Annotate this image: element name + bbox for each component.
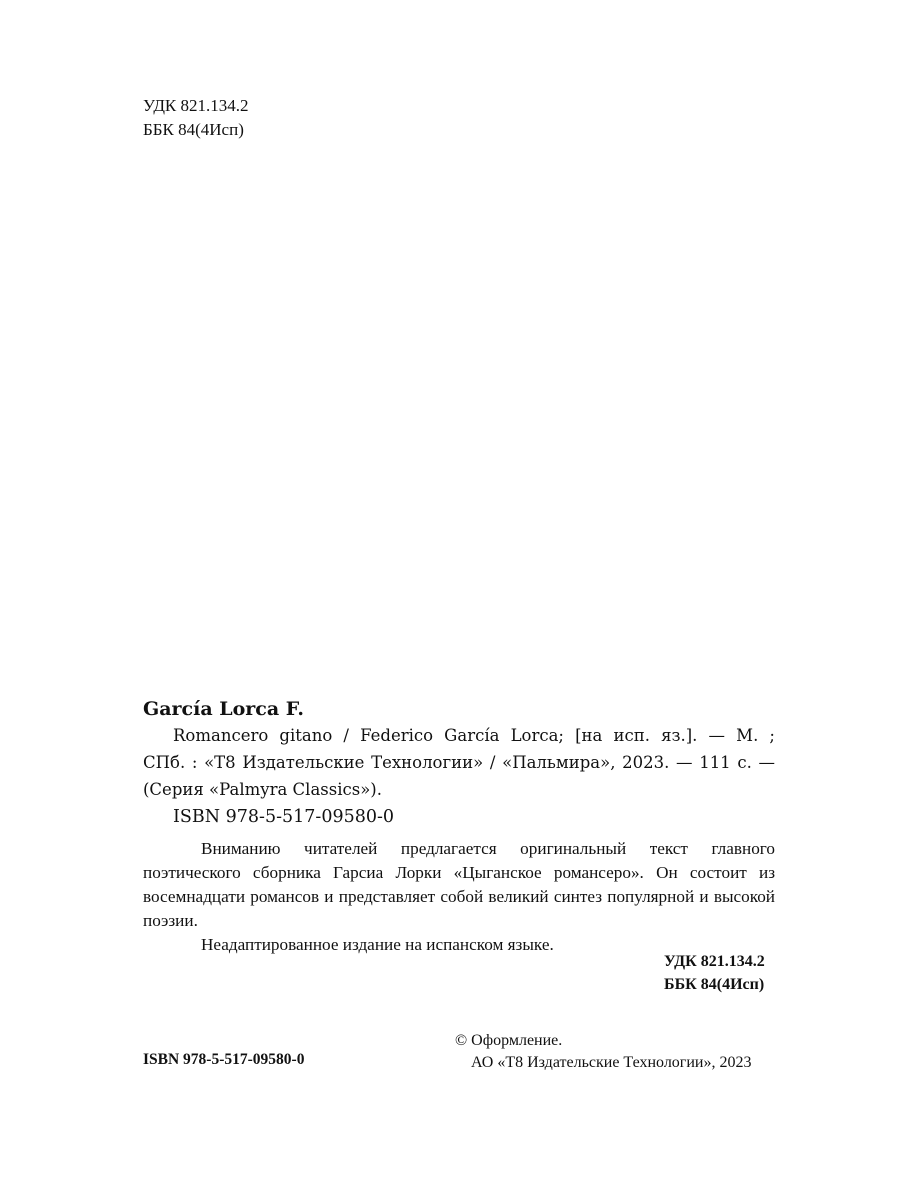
description-line: (Серия «Palmyra Classics»). (143, 780, 382, 799)
copyright-publisher: АО «Т8 Издательские Технологии», 2023 (471, 1054, 752, 1071)
udk-code-bold: УДК 821.134.2 (664, 953, 765, 970)
description-line: СПб. : «Т8 Издательские Технологии» / «Пальмира», 2023. — 111 с. — (143, 753, 775, 772)
bottom-classification-codes (664, 950, 765, 996)
isbn: ISBN 978-5-517-09580-0 (173, 807, 395, 827)
bibliographic-description (143, 722, 775, 803)
footer-isbn: ISBN 978-5-517-09580-0 (143, 1051, 305, 1068)
udk-code: УДК 821.134.2 (143, 96, 249, 115)
copyright-notice (455, 1030, 752, 1074)
annotation-paragraph: Вниманию читателей предлагается оригинальный текст главного поэтического сборника Гарсиа Лорки «Цыганское романсеро». Он состоит из восемнадцати романсов и представляет собой великий синтез популярной и высокой поэзии. (143, 839, 775, 930)
copyright-line: © Оформление. (455, 1032, 563, 1049)
annotation (143, 837, 775, 957)
bbk-code-bold: ББК 84(4Исп) (664, 976, 765, 993)
annotation-paragraph: Неадаптированное издание на испанском языке. (201, 935, 554, 954)
description-line: Romancero gitano / Federico García Lorca; [на исп. яз.]. — М. ; (173, 726, 775, 745)
top-classification-codes (143, 94, 249, 142)
bbk-code: ББК 84(4Исп) (143, 120, 244, 139)
author-heading: García Lorca F. (143, 698, 304, 720)
bibliographic-record (143, 696, 775, 957)
